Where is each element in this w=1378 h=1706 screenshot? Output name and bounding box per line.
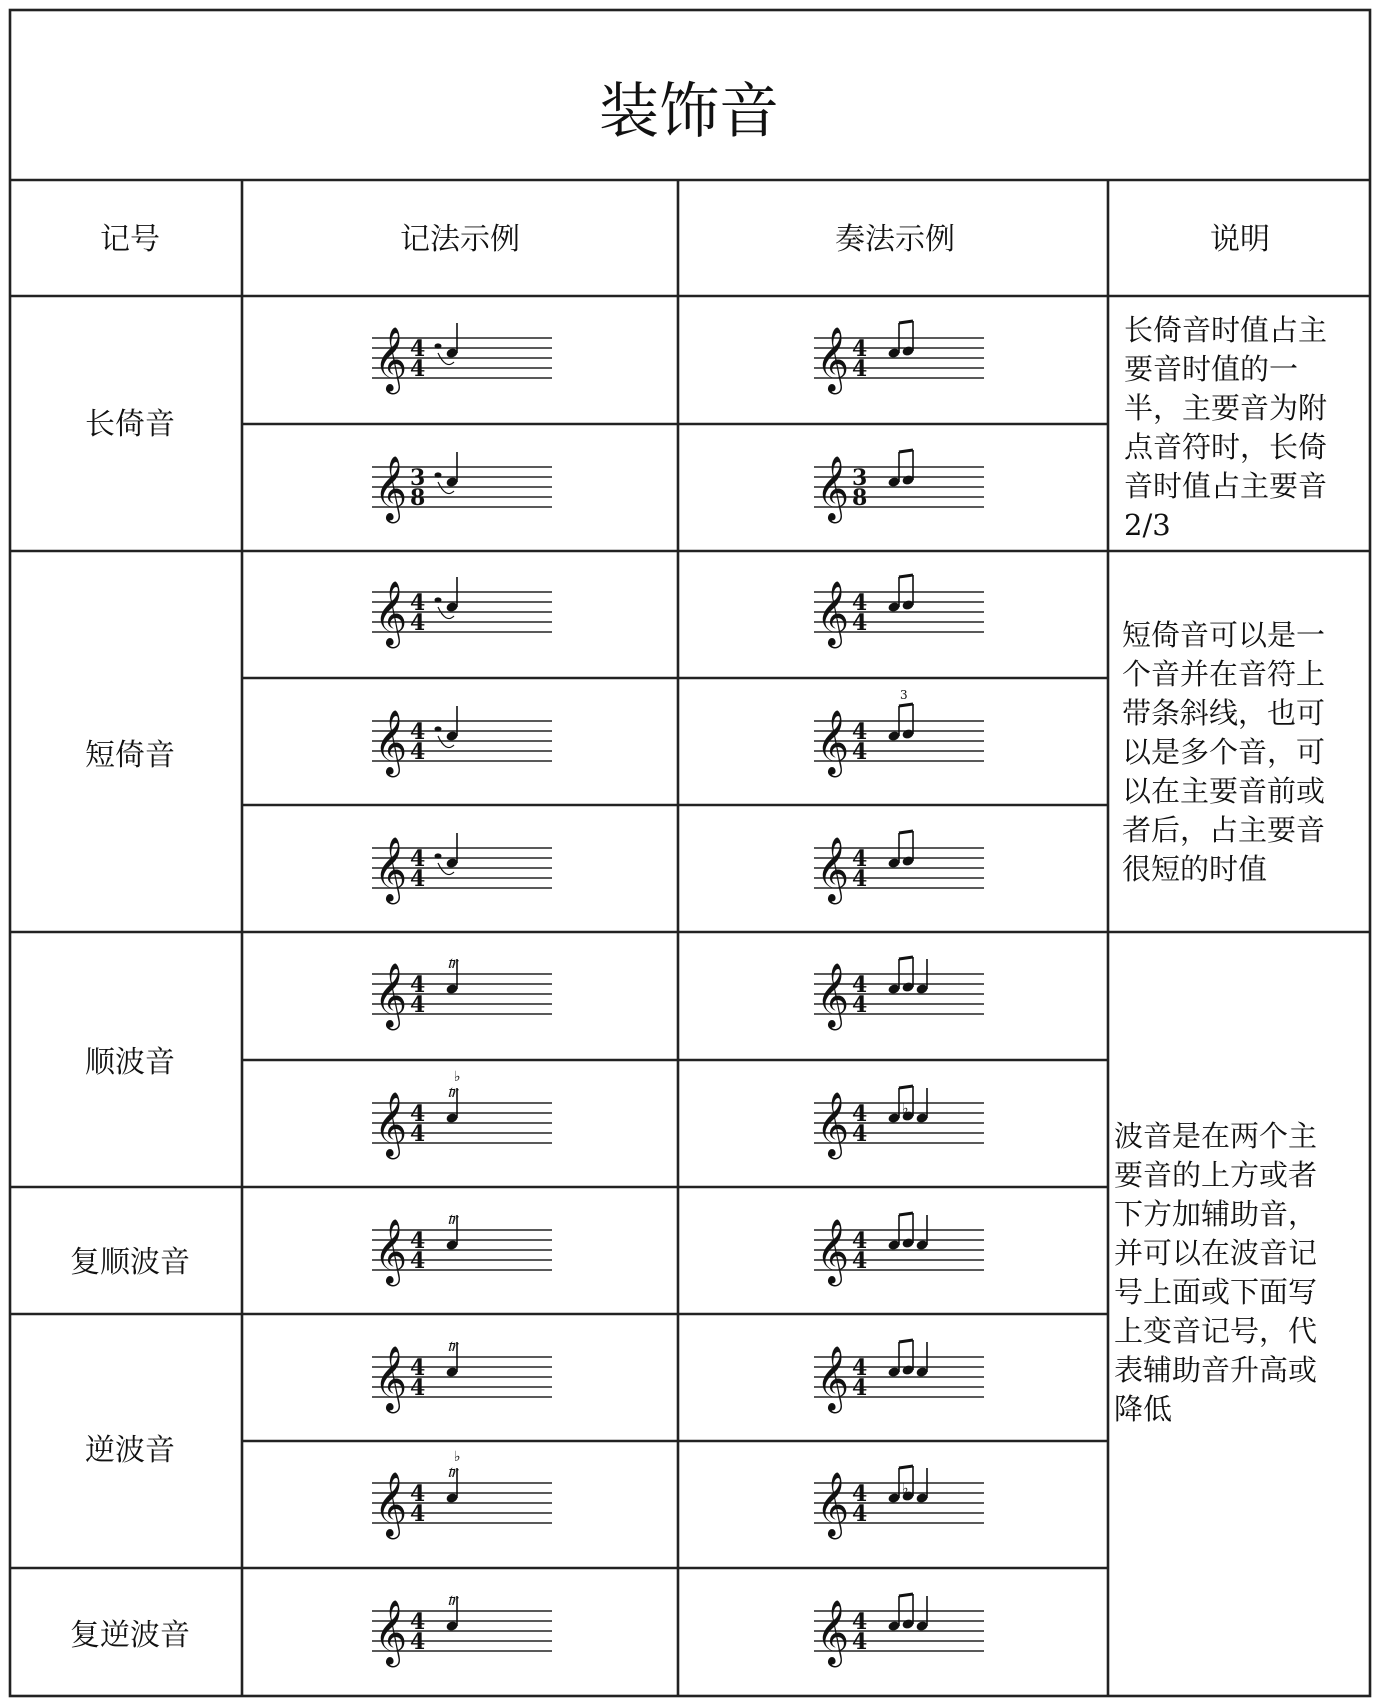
time-signature-top: 3 xyxy=(852,465,868,491)
time-signature-top: 4 xyxy=(852,846,868,872)
group-label-mordent: 顺波音 xyxy=(85,1045,175,1080)
time-signature-bottom: 4 xyxy=(852,992,868,1018)
svg-text:半，主要音为附: 半，主要音为附 xyxy=(1124,391,1328,425)
time-signature-bottom: 4 xyxy=(852,610,868,636)
mordent-icon: 𝆖 xyxy=(448,952,459,973)
time-signature-bottom: 4 xyxy=(410,1121,426,1147)
treble-clef-icon: 𝄞 xyxy=(816,1346,850,1411)
description-mordent xyxy=(1114,1119,1317,1426)
treble-clef-icon: 𝄞 xyxy=(374,963,408,1028)
staff-notation-2 xyxy=(372,452,552,523)
treble-clef-icon: 𝄞 xyxy=(816,1600,850,1665)
description-short-appoggiatura xyxy=(1122,618,1325,886)
svg-text:降低: 降低 xyxy=(1114,1392,1173,1426)
time-signature-bottom: 4 xyxy=(852,1375,868,1401)
flat-icon: ♭ xyxy=(454,1449,461,1465)
time-signature-bottom: 4 xyxy=(852,866,868,892)
beam xyxy=(899,704,913,706)
time-signature-top: 4 xyxy=(852,972,868,998)
time-signature-top: 4 xyxy=(410,336,426,362)
flat-icon: ♭ xyxy=(454,1069,461,1085)
time-signature-bottom: 4 xyxy=(410,866,426,892)
svg-text:点音符时，长倚: 点音符时，长倚 xyxy=(1124,430,1328,464)
treble-clef-icon: 𝄞 xyxy=(374,581,408,646)
grace-note xyxy=(435,472,442,477)
group-label-inverted-mordent: 逆波音 xyxy=(85,1433,175,1468)
treble-clef-icon: 𝄞 xyxy=(374,1472,408,1537)
treble-clef-icon: 𝄞 xyxy=(816,327,850,392)
time-signature-top: 4 xyxy=(852,590,868,616)
treble-clef-icon: 𝄞 xyxy=(816,710,850,775)
time-signature-top: 4 xyxy=(410,1228,426,1254)
staff-notation-7 xyxy=(372,1069,552,1159)
svg-text:表辅助音升高或: 表辅助音升高或 xyxy=(1114,1353,1318,1387)
beam xyxy=(899,831,913,833)
svg-text:者后，占主要音: 者后，占主要音 xyxy=(1122,813,1326,847)
mordent-icon: 𝆖 xyxy=(448,1208,459,1229)
mordent-icon: 𝆖 xyxy=(448,1335,459,1356)
staff-notation-6 xyxy=(372,952,552,1030)
tuplet-label: 3 xyxy=(900,688,908,702)
beam xyxy=(899,575,913,577)
time-signature-top: 4 xyxy=(852,1355,868,1381)
treble-clef-icon: 𝄞 xyxy=(816,1472,850,1537)
time-signature-bottom: 4 xyxy=(852,1121,868,1147)
beam xyxy=(899,1466,913,1468)
staff-notation-10 xyxy=(372,1449,552,1539)
time-signature-top: 4 xyxy=(410,719,426,745)
staff-notation-1 xyxy=(372,323,552,394)
group-label-double-inverted-mordent: 复逆波音 xyxy=(70,1618,190,1653)
treble-clef-icon: 𝄞 xyxy=(816,1219,850,1284)
time-signature-top: 4 xyxy=(852,336,868,362)
staff-notation-9 xyxy=(372,1335,552,1413)
staff-performance-6 xyxy=(814,957,984,1030)
group-label-double-mordent: 复顺波音 xyxy=(70,1245,190,1280)
treble-clef-icon: 𝄞 xyxy=(374,710,408,775)
time-signature-bottom: 4 xyxy=(410,992,426,1018)
time-signature-bottom: 4 xyxy=(852,1629,868,1655)
time-signature-top: 4 xyxy=(410,1101,426,1127)
svg-text:很短的时值: 很短的时值 xyxy=(1122,852,1268,886)
treble-clef-icon: 𝄞 xyxy=(816,1092,850,1157)
treble-clef-icon: 𝄞 xyxy=(374,1600,408,1665)
treble-clef-icon: 𝄞 xyxy=(374,456,408,521)
time-signature-top: 4 xyxy=(852,719,868,745)
treble-clef-icon: 𝄞 xyxy=(374,837,408,902)
grace-note xyxy=(435,726,442,731)
time-signature-top: 4 xyxy=(410,846,426,872)
flat-icon: ♭ xyxy=(902,1101,909,1117)
svg-text:以是多个音，可: 以是多个音，可 xyxy=(1122,735,1326,769)
staff-performance-1 xyxy=(814,321,984,394)
grace-note xyxy=(435,597,442,602)
time-signature-bottom: 8 xyxy=(410,485,426,511)
staff-notation-5 xyxy=(372,833,552,904)
header-description: 说明 xyxy=(1210,222,1270,257)
staff-performance-3 xyxy=(814,575,984,648)
time-signature-bottom: 4 xyxy=(410,1629,426,1655)
beam xyxy=(899,1213,913,1215)
staff-notation-4 xyxy=(372,706,552,777)
time-signature-top: 4 xyxy=(410,1355,426,1381)
staff-notation-3 xyxy=(372,577,552,648)
beam xyxy=(899,450,913,452)
time-signature-bottom: 4 xyxy=(852,1501,868,1527)
time-signature-bottom: 4 xyxy=(410,1375,426,1401)
time-signature-bottom: 4 xyxy=(410,1501,426,1527)
grace-note xyxy=(435,343,442,348)
svg-text:号上面或下面写: 号上面或下面写 xyxy=(1114,1275,1318,1309)
time-signature-top: 4 xyxy=(852,1101,868,1127)
staff-performance-9 xyxy=(814,1340,984,1413)
svg-text:短倚音可以是一: 短倚音可以是一 xyxy=(1122,618,1326,652)
time-signature-bottom: 8 xyxy=(852,485,868,511)
time-signature-top: 3 xyxy=(410,465,426,491)
beam xyxy=(899,1340,913,1342)
time-signature-top: 4 xyxy=(852,1609,868,1635)
svg-text:2/3: 2/3 xyxy=(1124,508,1171,542)
time-signature-bottom: 4 xyxy=(410,356,426,382)
treble-clef-icon: 𝄞 xyxy=(816,581,850,646)
time-signature-top: 4 xyxy=(410,972,426,998)
staff-performance-10 xyxy=(814,1466,984,1539)
beam xyxy=(899,1594,913,1596)
time-signature-top: 4 xyxy=(410,1609,426,1635)
time-signature-top: 4 xyxy=(852,1481,868,1507)
header-symbol: 记号 xyxy=(100,222,160,257)
beam xyxy=(899,1086,913,1088)
header-notation: 记法示例 xyxy=(400,222,520,257)
mordent-icon: 𝆖 xyxy=(448,1461,459,1482)
description-long-appoggiatura xyxy=(1124,313,1327,542)
treble-clef-icon: 𝄞 xyxy=(374,327,408,392)
staff-performance-5 xyxy=(814,831,984,904)
header-performance: 奏法示例 xyxy=(835,222,955,257)
staff-performance-7 xyxy=(814,1086,984,1159)
mordent-icon: 𝆖 xyxy=(448,1081,459,1102)
beam xyxy=(899,321,913,323)
staff-notation-8 xyxy=(372,1208,552,1286)
staff-notation-11 xyxy=(372,1589,552,1667)
treble-clef-icon: 𝄞 xyxy=(816,963,850,1028)
time-signature-top: 4 xyxy=(852,1228,868,1254)
group-label-short-appoggiatura: 短倚音 xyxy=(85,738,175,773)
svg-text:下方加辅助音，: 下方加辅助音， xyxy=(1114,1197,1318,1231)
treble-clef-icon: 𝄞 xyxy=(374,1092,408,1157)
svg-text:以在主要音前或: 以在主要音前或 xyxy=(1122,774,1326,808)
beam xyxy=(899,957,913,959)
time-signature-bottom: 4 xyxy=(410,739,426,765)
svg-text:上变音记号，代: 上变音记号，代 xyxy=(1114,1314,1318,1348)
flat-icon: ♭ xyxy=(902,1481,909,1497)
svg-text:带条斜线，也可: 带条斜线，也可 xyxy=(1122,696,1326,730)
time-signature-top: 4 xyxy=(410,1481,426,1507)
svg-text:要音时值的一: 要音时值的一 xyxy=(1124,352,1299,386)
svg-text:音时值占主要音: 音时值占主要音 xyxy=(1124,469,1328,503)
staff-performance-2 xyxy=(814,450,984,523)
svg-text:长倚音时值占主: 长倚音时值占主 xyxy=(1124,313,1328,347)
treble-clef-icon: 𝄞 xyxy=(816,837,850,902)
svg-text:并可以在波音记: 并可以在波音记 xyxy=(1114,1236,1318,1270)
time-signature-bottom: 4 xyxy=(852,356,868,382)
mordent-icon: 𝆖 xyxy=(448,1589,459,1610)
time-signature-bottom: 4 xyxy=(852,1248,868,1274)
grace-note xyxy=(435,853,442,858)
time-signature-top: 4 xyxy=(410,590,426,616)
treble-clef-icon: 𝄞 xyxy=(816,456,850,521)
svg-text:要音的上方或者: 要音的上方或者 xyxy=(1114,1158,1318,1192)
svg-text:波音是在两个主: 波音是在两个主 xyxy=(1114,1119,1318,1153)
staff-performance-11 xyxy=(814,1594,984,1667)
time-signature-bottom: 4 xyxy=(852,739,868,765)
group-label-long-appoggiatura: 长倚音 xyxy=(85,407,175,442)
time-signature-bottom: 4 xyxy=(410,610,426,636)
table-title: 装饰音 xyxy=(599,77,779,147)
staff-performance-8 xyxy=(814,1213,984,1286)
staff-performance-4 xyxy=(814,688,984,777)
time-signature-bottom: 4 xyxy=(410,1248,426,1274)
treble-clef-icon: 𝄞 xyxy=(374,1346,408,1411)
treble-clef-icon: 𝄞 xyxy=(374,1219,408,1284)
svg-text:个音并在音符上: 个音并在音符上 xyxy=(1122,657,1326,691)
